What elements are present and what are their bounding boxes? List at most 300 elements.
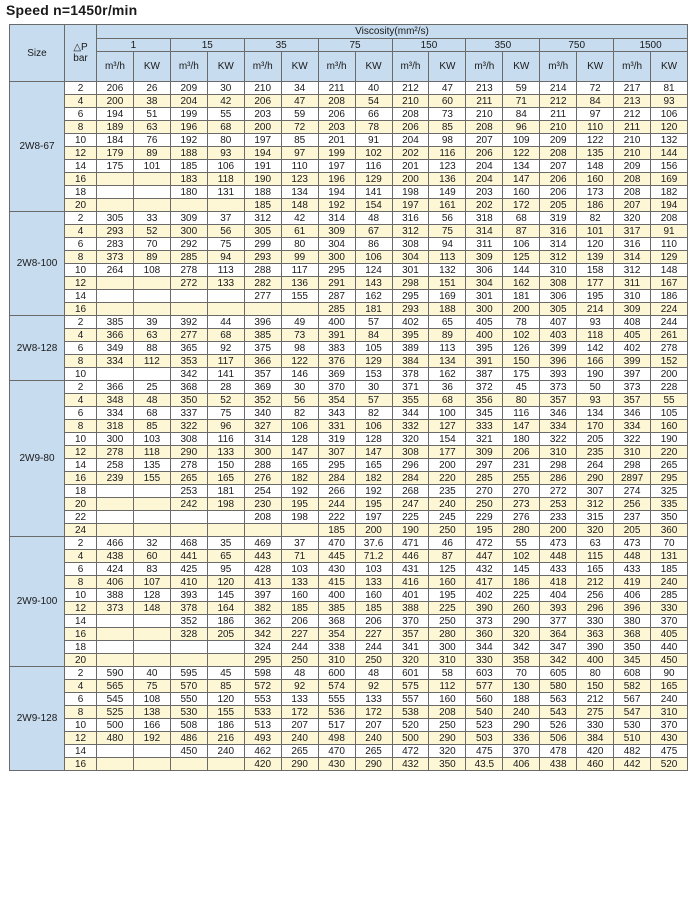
power-cell: 180	[503, 433, 540, 446]
power-cell: 92	[355, 680, 392, 693]
flow-cell: 376	[318, 355, 355, 368]
power-cell: 129	[355, 355, 392, 368]
power-cell: 63	[577, 537, 614, 550]
flow-cell: 354	[318, 628, 355, 641]
power-cell: 227	[281, 628, 318, 641]
flow-cell: 311	[614, 277, 651, 290]
flow-cell: 327	[244, 420, 281, 433]
power-cell: 78	[355, 121, 392, 134]
power-cell: 148	[651, 264, 688, 277]
viscosity-value-header: 1500	[614, 39, 688, 52]
flow-cell: 196	[318, 173, 355, 186]
power-cell: 186	[207, 719, 244, 732]
power-cell: 212	[577, 576, 614, 589]
power-cell: 26	[133, 82, 170, 95]
power-cell: 107	[133, 576, 170, 589]
flow-cell: 230	[244, 498, 281, 511]
flow-cell: 357	[540, 394, 577, 407]
power-cell: 42	[281, 212, 318, 225]
flow-cell: 203	[318, 121, 355, 134]
power-cell: 240	[651, 693, 688, 706]
flow-cell: 304	[318, 238, 355, 251]
power-cell: 195	[281, 498, 318, 511]
flow-cell: 377	[540, 615, 577, 628]
flow-cell: 285	[170, 251, 207, 264]
power-cell: 260	[503, 602, 540, 615]
table-row	[10, 706, 688, 719]
power-cell: 106	[355, 251, 392, 264]
power-cell: 37.6	[355, 537, 392, 550]
flow-cell	[97, 290, 134, 303]
power-cell: 156	[651, 160, 688, 173]
power-cell: 37	[207, 212, 244, 225]
flow-cell: 341	[392, 641, 429, 654]
power-cell: 330	[577, 719, 614, 732]
power-cell: 28	[207, 381, 244, 394]
table-row	[10, 368, 688, 381]
power-cell: 160	[503, 186, 540, 199]
flow-cell: 207	[540, 160, 577, 173]
flow-cell: 344	[466, 641, 503, 654]
flow-cell: 192	[170, 134, 207, 147]
table-row	[10, 719, 688, 732]
flow-cell: 209	[170, 82, 207, 95]
power-cell: 131	[651, 550, 688, 563]
power-cell: 150	[577, 680, 614, 693]
power-cell: 276	[503, 511, 540, 524]
power-cell: 330	[577, 615, 614, 628]
flow-cell: 466	[97, 537, 134, 550]
flow-cell: 372	[466, 381, 503, 394]
power-cell: 160	[429, 576, 466, 589]
pressure-cell: 10	[65, 134, 97, 147]
pressure-cell: 24	[65, 524, 97, 537]
power-cell: 405	[651, 628, 688, 641]
power-cell: 275	[577, 706, 614, 719]
flow-cell: 350	[170, 394, 207, 407]
power-cell: 192	[355, 485, 392, 498]
power-cell: 170	[577, 420, 614, 433]
power-cell: 290	[355, 758, 392, 771]
flow-cell: 373	[97, 251, 134, 264]
power-cell: 125	[429, 563, 466, 576]
flow-cell: 570	[170, 680, 207, 693]
flow-cell: 368	[318, 615, 355, 628]
power-cell: 440	[651, 641, 688, 654]
flow-cell: 295	[392, 290, 429, 303]
power-cell: 80	[503, 394, 540, 407]
power-cell: 162	[503, 277, 540, 290]
flow-unit-header: m³/h	[244, 52, 281, 82]
power-cell: 160	[355, 589, 392, 602]
power-unit-header: KW	[577, 52, 614, 82]
flow-cell: 417	[466, 576, 503, 589]
power-cell: 73	[281, 329, 318, 342]
flow-cell: 334	[97, 355, 134, 368]
power-cell: 97	[577, 108, 614, 121]
power-cell: 360	[651, 524, 688, 537]
power-cell: 235	[577, 446, 614, 459]
power-cell: 85	[207, 680, 244, 693]
power-cell: 200	[355, 524, 392, 537]
flow-cell: 293	[244, 251, 281, 264]
power-cell: 96	[503, 121, 540, 134]
flow-cell: 207	[466, 134, 503, 147]
power-cell: 181	[355, 303, 392, 316]
power-cell: 48	[281, 667, 318, 680]
flow-cell: 272	[540, 485, 577, 498]
flow-cell: 413	[244, 576, 281, 589]
flow-cell: 209	[614, 160, 651, 173]
table-row	[10, 173, 688, 186]
power-cell	[281, 303, 318, 316]
power-cell: 93	[207, 147, 244, 160]
flow-cell: 555	[318, 693, 355, 706]
power-cell: 128	[133, 589, 170, 602]
flow-cell: 400	[318, 316, 355, 329]
power-cell: 115	[577, 550, 614, 563]
power-cell: 188	[429, 303, 466, 316]
flow-cell: 242	[170, 498, 207, 511]
flow-cell: 206	[540, 186, 577, 199]
flow-cell: 2897	[614, 472, 651, 485]
flow-cell: 43.5	[466, 758, 503, 771]
flow-cell: 373	[614, 381, 651, 394]
flow-cell: 382	[244, 602, 281, 615]
power-cell: 103	[133, 433, 170, 446]
flow-cell	[97, 368, 134, 381]
power-cell: 175	[503, 368, 540, 381]
power-cell: 151	[429, 277, 466, 290]
power-cell: 92	[281, 680, 318, 693]
power-cell: 105	[355, 342, 392, 355]
power-cell: 169	[651, 173, 688, 186]
flow-cell: 314	[614, 251, 651, 264]
flow-cell: 206	[466, 147, 503, 160]
pressure-cell: 4	[65, 680, 97, 693]
flow-cell: 258	[97, 459, 134, 472]
table-row	[10, 394, 688, 407]
power-cell: 290	[577, 472, 614, 485]
power-cell	[281, 524, 318, 537]
flow-cell: 371	[392, 381, 429, 394]
flow-cell: 478	[540, 745, 577, 758]
pressure-cell: 10	[65, 719, 97, 732]
power-cell: 60	[429, 95, 466, 108]
power-cell: 147	[503, 420, 540, 433]
flow-cell: 343	[318, 407, 355, 420]
power-cell: 66	[355, 108, 392, 121]
flow-cell: 428	[244, 563, 281, 576]
power-cell: 136	[429, 173, 466, 186]
size-cell: 2W8-100	[10, 212, 65, 316]
power-cell: 85	[281, 134, 318, 147]
power-cell	[133, 511, 170, 524]
power-cell	[133, 290, 170, 303]
flow-cell: 332	[392, 420, 429, 433]
flow-cell: 369	[318, 368, 355, 381]
flow-cell: 233	[540, 511, 577, 524]
flow-cell: 306	[540, 290, 577, 303]
flow-cell: 210	[466, 108, 503, 121]
table-row	[10, 550, 688, 563]
power-cell: 143	[355, 277, 392, 290]
flow-cell: 314	[540, 238, 577, 251]
power-cell: 167	[651, 277, 688, 290]
table-row	[10, 589, 688, 602]
power-cell: 186	[503, 576, 540, 589]
flow-cell: 364	[540, 628, 577, 641]
flow-cell: 188	[170, 147, 207, 160]
viscosity-value-header: 1	[97, 39, 171, 52]
flow-cell: 254	[244, 485, 281, 498]
flow-cell: 208	[318, 95, 355, 108]
power-cell: 71	[503, 95, 540, 108]
power-cell: 52	[207, 394, 244, 407]
flow-cell: 310	[540, 264, 577, 277]
flow-cell: 406	[97, 576, 134, 589]
power-cell: 59	[503, 82, 540, 95]
table-row	[10, 121, 688, 134]
flow-cell: 300	[466, 303, 503, 316]
flow-cell: 430	[318, 563, 355, 576]
flow-cell: 278	[170, 264, 207, 277]
power-cell: 207	[355, 719, 392, 732]
power-cell: 82	[355, 407, 392, 420]
flow-cell: 208	[244, 511, 281, 524]
power-cell: 188	[503, 693, 540, 706]
flow-cell: 399	[540, 342, 577, 355]
flow-cell: 300	[318, 251, 355, 264]
table-row	[10, 745, 688, 758]
flow-cell: 366	[97, 329, 134, 342]
power-cell: 122	[281, 355, 318, 368]
flow-cell	[97, 628, 134, 641]
flow-cell: 268	[392, 485, 429, 498]
power-cell: 165	[281, 459, 318, 472]
pressure-cell: 16	[65, 472, 97, 485]
flow-cell: 598	[244, 667, 281, 680]
flow-cell	[97, 641, 134, 654]
flow-cell: 600	[318, 667, 355, 680]
flow-cell: 320	[392, 654, 429, 667]
power-cell: 32	[133, 537, 170, 550]
flow-cell	[97, 303, 134, 316]
power-cell: 91	[651, 225, 688, 238]
power-cell	[207, 511, 244, 524]
power-cell: 120	[577, 238, 614, 251]
flow-cell: 266	[318, 485, 355, 498]
power-cell: 150	[503, 355, 540, 368]
power-cell: 133	[355, 576, 392, 589]
flow-cell: 404	[540, 589, 577, 602]
flow-cell: 295	[244, 654, 281, 667]
flow-cell: 264	[97, 264, 134, 277]
power-cell: 148	[133, 602, 170, 615]
power-cell: 91	[355, 134, 392, 147]
flow-cell: 209	[540, 134, 577, 147]
flow-cell: 194	[97, 108, 134, 121]
pressure-cell: 8	[65, 420, 97, 433]
viscosity-value-header: 150	[392, 39, 466, 52]
power-cell: 83	[133, 563, 170, 576]
flow-cell: 373	[466, 615, 503, 628]
flow-cell: 253	[540, 498, 577, 511]
power-cell: 96	[207, 420, 244, 433]
power-cell: 116	[355, 160, 392, 173]
flow-cell: 334	[97, 407, 134, 420]
flow-cell: 297	[466, 459, 503, 472]
flow-cell: 393	[540, 602, 577, 615]
flow-cell: 312	[540, 251, 577, 264]
power-cell	[133, 368, 170, 381]
flow-cell: 462	[244, 745, 281, 758]
table-row	[10, 524, 688, 537]
power-cell: 181	[207, 485, 244, 498]
power-cell: 310	[429, 654, 466, 667]
power-cell: 197	[355, 511, 392, 524]
flow-cell: 366	[97, 381, 134, 394]
flow-cell: 324	[244, 641, 281, 654]
power-cell: 182	[355, 472, 392, 485]
power-cell	[133, 615, 170, 628]
table-row	[10, 290, 688, 303]
power-cell: 68	[503, 212, 540, 225]
flow-cell: 225	[392, 511, 429, 524]
pressure-cell: 10	[65, 589, 97, 602]
flow-cell: 402	[466, 589, 503, 602]
power-cell: 124	[355, 264, 392, 277]
power-cell: 192	[133, 732, 170, 745]
flow-cell: 357	[614, 394, 651, 407]
flow-cell: 340	[244, 407, 281, 420]
flow-cell: 284	[318, 472, 355, 485]
flow-cell: 605	[540, 667, 577, 680]
power-cell: 160	[281, 589, 318, 602]
flow-cell: 567	[614, 693, 651, 706]
flow-cell: 346	[540, 407, 577, 420]
power-cell: 95	[207, 563, 244, 576]
power-cell: 85	[429, 121, 466, 134]
power-unit-header: KW	[133, 52, 170, 82]
flow-cell: 200	[244, 121, 281, 134]
flow-cell: 390	[466, 602, 503, 615]
flow-cell: 287	[318, 290, 355, 303]
flow-cell: 298	[540, 459, 577, 472]
flow-cell: 314	[244, 433, 281, 446]
table-row	[10, 264, 688, 277]
table-row	[10, 303, 688, 316]
power-cell: 265	[355, 745, 392, 758]
flow-cell: 342	[540, 654, 577, 667]
power-cell: 172	[503, 199, 540, 212]
flow-cell: 448	[540, 550, 577, 563]
flow-cell: 212	[540, 95, 577, 108]
power-cell: 290	[503, 615, 540, 628]
power-cell: 363	[577, 628, 614, 641]
power-cell: 225	[429, 602, 466, 615]
power-cell	[133, 277, 170, 290]
table-row	[10, 82, 688, 95]
flow-cell: 202	[466, 199, 503, 212]
power-cell: 80	[281, 238, 318, 251]
power-cell	[133, 498, 170, 511]
flow-cell: 316	[392, 212, 429, 225]
table-row	[10, 407, 688, 420]
flow-cell: 304	[392, 251, 429, 264]
power-cell: 460	[577, 758, 614, 771]
flow-cell: 357	[244, 368, 281, 381]
pressure-cell: 6	[65, 238, 97, 251]
flow-cell: 314	[466, 225, 503, 238]
power-cell: 65	[207, 550, 244, 563]
flow-cell: 486	[170, 732, 207, 745]
power-cell: 75	[133, 680, 170, 693]
table-row	[10, 433, 688, 446]
power-cell: 154	[355, 199, 392, 212]
power-cell: 250	[281, 654, 318, 667]
power-cell: 240	[503, 706, 540, 719]
power-cell: 122	[503, 147, 540, 160]
flow-cell: 470	[318, 537, 355, 550]
power-cell: 265	[281, 745, 318, 758]
power-cell: 307	[577, 485, 614, 498]
flow-cell: 292	[170, 238, 207, 251]
flow-cell: 239	[97, 472, 134, 485]
power-cell: 244	[281, 641, 318, 654]
power-cell: 144	[651, 147, 688, 160]
pressure-cell: 20	[65, 654, 97, 667]
flow-cell: 396	[244, 316, 281, 329]
power-cell: 315	[577, 511, 614, 524]
pressure-cell: 18	[65, 186, 97, 199]
flow-cell: 192	[318, 199, 355, 212]
flow-cell: 384	[392, 355, 429, 368]
power-cell: 195	[429, 589, 466, 602]
flow-cell: 278	[170, 459, 207, 472]
power-cell: 194	[651, 199, 688, 212]
power-cell: 44	[207, 316, 244, 329]
power-cell: 264	[577, 459, 614, 472]
table-row	[10, 342, 688, 355]
power-cell: 185	[355, 602, 392, 615]
flow-cell: 328	[170, 628, 207, 641]
flow-cell: 366	[244, 355, 281, 368]
power-cell: 112	[429, 680, 466, 693]
flow-cell: 318	[466, 212, 503, 225]
flow-cell: 565	[97, 680, 134, 693]
power-cell: 50	[577, 381, 614, 394]
flow-cell	[97, 615, 134, 628]
viscosity-value-header: 35	[244, 39, 318, 52]
power-cell: 195	[577, 290, 614, 303]
flow-cell: 199	[170, 108, 207, 121]
flow-cell: 601	[392, 667, 429, 680]
power-cell: 224	[651, 303, 688, 316]
table-row	[10, 186, 688, 199]
power-cell: 370	[651, 719, 688, 732]
pressure-cell: 8	[65, 576, 97, 589]
power-cell: 166	[133, 719, 170, 732]
flow-cell: 393	[540, 368, 577, 381]
size-cell: 2W9-128	[10, 667, 65, 771]
power-cell: 198	[207, 498, 244, 511]
pressure-cell: 10	[65, 264, 97, 277]
viscosity-header: Viscosity(mm²/s)	[97, 25, 688, 39]
power-cell: 87	[429, 550, 466, 563]
flow-cell: 482	[614, 745, 651, 758]
flow-cell: 319	[540, 212, 577, 225]
